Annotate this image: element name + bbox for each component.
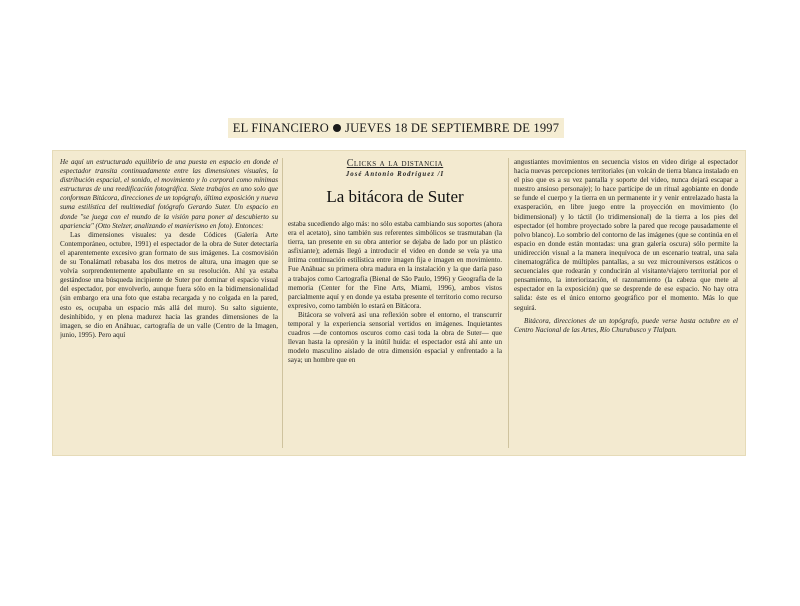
- newspaper-name: EL FINANCIERO: [232, 120, 330, 135]
- column-divider: [282, 158, 283, 448]
- article-title: La bitácora de Suter: [326, 187, 464, 206]
- column-divider: [508, 158, 509, 448]
- newspaper-clipping: [52, 150, 746, 456]
- article-footnote: Bitácora, direcciones de un topógrafo, puede verse hasta octubre en el Centro Nacional de las Artes, Río Churubusco y Tlalpan.: [514, 316, 738, 334]
- article-header: [288, 158, 502, 207]
- author-byline: José Antonio Rodríguez /I: [345, 171, 445, 178]
- article-paragraph: angustiantes movimientos en secuencia vistos en video dirige al espectador hacia nuevas percepciones territoriales (un volcán de tierra blanca instalado en el piso que es a su vez pantalla y soporte del video, nunca dejará escapar a nuestro ansioso personaje); lo hace partícipe de un ritual agobiante en donde se funde el cuerpo y la tierra en un permanente ir y venir entrelazado hasta la exasperación, en libre juego entre la proyección en movimiento (lo bidimensional) y lo táctil (lo tridimensional) de la tierra a los pies del espectador (el hombre proyectado sobre la pared que recoge pausadamente el polvo blanco). Lo sombrío del contorno de las imágenes (que se continúa en el espacio en donde están montadas: una gran galería oscura) sólo permite la unidirección visual a la manera inequívoca de un escenario teatral, una sala cinematográfica de múltiples pantallas, a su vez microuniversos estáticos o secuenciales que rodearán y conducirán al visitante/viajero territorial por el pensamiento, la interiorización, el razonamiento (la cabeza que mete al espectador en la exposición) que se desprende de ese espacio. No hay otra salida: éste es el único entorno geográfico por el momento. Más lo que seguirá.: [514, 158, 738, 312]
- article-column-1: [60, 158, 278, 452]
- article-column-3: [514, 158, 738, 452]
- publication-date: JUEVES 18 DE SEPTIEMBRE DE 1997: [345, 120, 560, 135]
- section-kicker: Clicks a la distancia: [346, 158, 444, 169]
- article-paragraph: Las dimensiones visuales: ya desde Códices (Galería Arte Contemporáneo, octubre, 1991) el espectador de la obra de Suter detectaría el aparentemente excesivo gran formato de sus imágenes. La cosmovisión de su Tonalámatl rebasaba los dos metros de altura, una imagen que se volvía sorprendentemente apabullante en su resolución. Ahí ya estaba gestándose una búsqueda incipiente de Suter por dominar el espacio visual del espectador, por envolverlo, aunque fuera sólo en la bidimensionalidad (sin embargo era una foto que estaba recargada y no colgada en la pared, esto es, ocupaba un espacio más allá del muro). Su salto siguiente, desinhibido, y en plena madurez hacia las grandes dimensiones de la imagen, se dio en Anáhuac, cartografía de un valle (Centro de la Imagen, junio, 1995). Pero aquí: [60, 230, 278, 339]
- newspaper-masthead: [228, 118, 564, 138]
- article-paragraph: Bitácora se volverá así una reflexión sobre el entorno, el transcurrir temporal y la experiencia sensorial vertidos en imágenes. Inquietantes cuadros —de contornos oscuros como casi toda la obra de Suter— que llevan hasta la opresión y la inútil huida: el espectador está ahí ante un modelo masculino aislado de otra dimensión espacial y enfrentado a la saya; un hombre que en: [288, 310, 502, 365]
- bullet-dot-icon: [333, 124, 341, 132]
- article-paragraph: estaba sucediendo algo más: no sólo estaba cambiando sus soportes (ahora era el acetato), sino también sus referentes simbólicos se trasmutaban (la tierra, tan presente en su obra anterior se dejaba de lado por un plástico asfixiante); además llegó a introducir el video en donde se veía ya una íntima continuación estilística entre imagen fija e imagen en movimiento. Fue Anáhuac su primera obra madura en la instalación y la que daría paso a trabajos como Cartografía (Bienal de São Paulo, 1996) y Geografía de la memoria (Center for the Fine Arts, Miami, 1996), ambos vistos parcialmente aquí y en donde ya estaba presente el territorio como recurso expresivo, como también lo estará en Bitácora.: [288, 220, 502, 310]
- article-paragraph: He aquí un estructurado equilibrio de una puesta en espacio en donde el espectador transita continuadamente entre las dimensiones visuales, la distribución espacial, el sonido, el movimiento y lo corporal como mínimas estructuras de una reedificación fotográfica. Siete trabajos en uno solo que conforman Bitácora, direcciones de un topógrafo, última exposición y nueva suma estilística del multimedial fotógrafo Gerardo Suter. Un espacio en donde "se juega con el mundo de la visión para poner al descubierto su apariencia" (Otto Stelzer, analizando el manierismo en foto). Entonces:: [60, 158, 278, 230]
- article-column-2: [288, 220, 502, 452]
